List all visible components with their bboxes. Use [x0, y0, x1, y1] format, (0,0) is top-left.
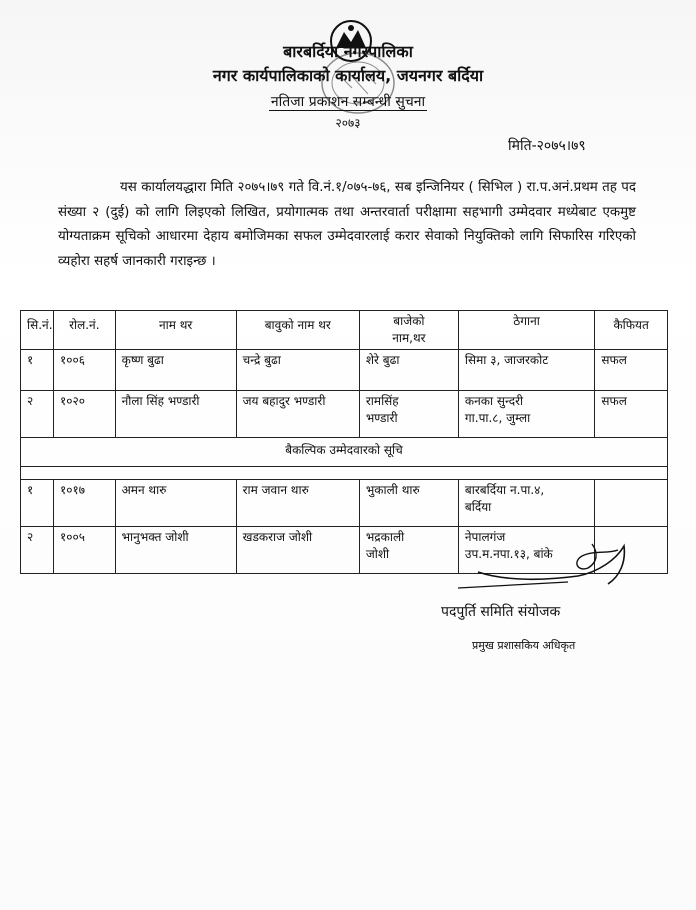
cell-address: सिमा ३, जाजरकोट: [458, 350, 594, 391]
office-subtitle: नगर कार्यपालिकाको कार्यालय, जयनगर बर्दिया: [212, 66, 484, 85]
header-roll: रोल.नं.: [54, 311, 116, 350]
signature-title: पदपुर्ति समिति संयोजक: [441, 604, 561, 620]
cell-name: अमन थारु: [115, 480, 236, 527]
cell-roll: १००५: [54, 527, 116, 574]
cell-roll: १०१७: [54, 480, 116, 527]
cell-remarks: सफल: [595, 391, 668, 438]
cell-grandfather: भुकाली थारु: [359, 480, 458, 527]
notice-date: मिति-२०७५।७९: [508, 138, 586, 154]
cell-grandfather: शेरे बुढा: [359, 350, 458, 391]
cell-name: कृष्ण बुढा: [115, 350, 236, 391]
notice-body: यस कार्यालयद्धारा मिति २०७५।७९ गते वि.नं.१/०७५-७६, सब इन्जिनियर ( सिभिल ) रा.प.अनं.प्रथम तह पद संख्या २ (दुई) को लागि लिइएको लिखित, प्रयोगात्मक तथा अन्तरवार्ता परीक्षामा सहभागी उम्मेदवार मध्येबाट एकमुष्ट योग्यताक्रम सूचिको आधारमा देहाय बमोजिमका सफल उम्मेदवारलाई करार सेवाको नियुक्तिको लागि सिफारिस गरिएको व्यहोरा सहर्ष जानकारी गराइन्छ ।: [58, 180, 636, 269]
spacer-cell: [21, 467, 668, 480]
table-row: [21, 480, 668, 527]
cell-sn: २: [21, 527, 54, 574]
cell-address: नेपालगंज उप.म.नपा.१३, बांके: [458, 527, 594, 574]
alternate-list-title: बैकल्पिक उम्मेदवारको सूचि: [21, 438, 668, 467]
cell-address: बारबर्दिया न.पा.४, बर्दिया: [458, 480, 594, 527]
cell-father: जय बहादुर भण्डारी: [236, 391, 359, 438]
header-name: नाम थर: [115, 311, 236, 350]
cell-roll: १००६: [54, 350, 116, 391]
cell-remarks: [595, 480, 668, 527]
alternate-list-title-row: [21, 438, 668, 467]
cell-name: नौला सिंह भण्डारी: [115, 391, 236, 438]
spacer-row: [21, 467, 668, 480]
cell-sn: १: [21, 480, 54, 527]
office-name: बारबर्दिया नगरपालिका: [283, 42, 413, 61]
cell-name: भानुभक्त जोशी: [115, 527, 236, 574]
cell-father: चन्द्रे बुढा: [236, 350, 359, 391]
signature-subtitle: प्रमुख प्रशासकिय अधिकृत: [472, 639, 576, 652]
header-remarks: कैफियत: [595, 311, 668, 350]
cell-sn: २: [21, 391, 54, 438]
header-sn: सि.नं.: [21, 311, 54, 350]
signature-icon: [448, 532, 648, 602]
cell-address: कनका सुन्दरी गा.पा.८, जुम्ला: [458, 391, 594, 438]
table-header-row: [21, 311, 668, 350]
cell-father: खडकराज जोशी: [236, 527, 359, 574]
header-father: बावुको नाम थर: [236, 311, 359, 350]
cell-sn: १: [21, 350, 54, 391]
cell-grandfather: भद्रकाली जोशी: [359, 527, 458, 574]
notice-title: नतिजा प्रकाशन सम्बन्धी सुचना: [270, 94, 426, 110]
cell-remarks: सफल: [595, 350, 668, 391]
cell-father: राम जवान थारु: [236, 480, 359, 527]
header-address: ठेगाना: [458, 311, 594, 350]
table-row: [21, 350, 668, 391]
table-row: [21, 391, 668, 438]
cell-roll: १०२०: [54, 391, 116, 438]
notice-year: २०७३: [335, 116, 361, 130]
cell-grandfather: रामसिंह भण्डारी: [359, 391, 458, 438]
header-grandfather: बाजेको नाम,थर: [359, 311, 458, 350]
